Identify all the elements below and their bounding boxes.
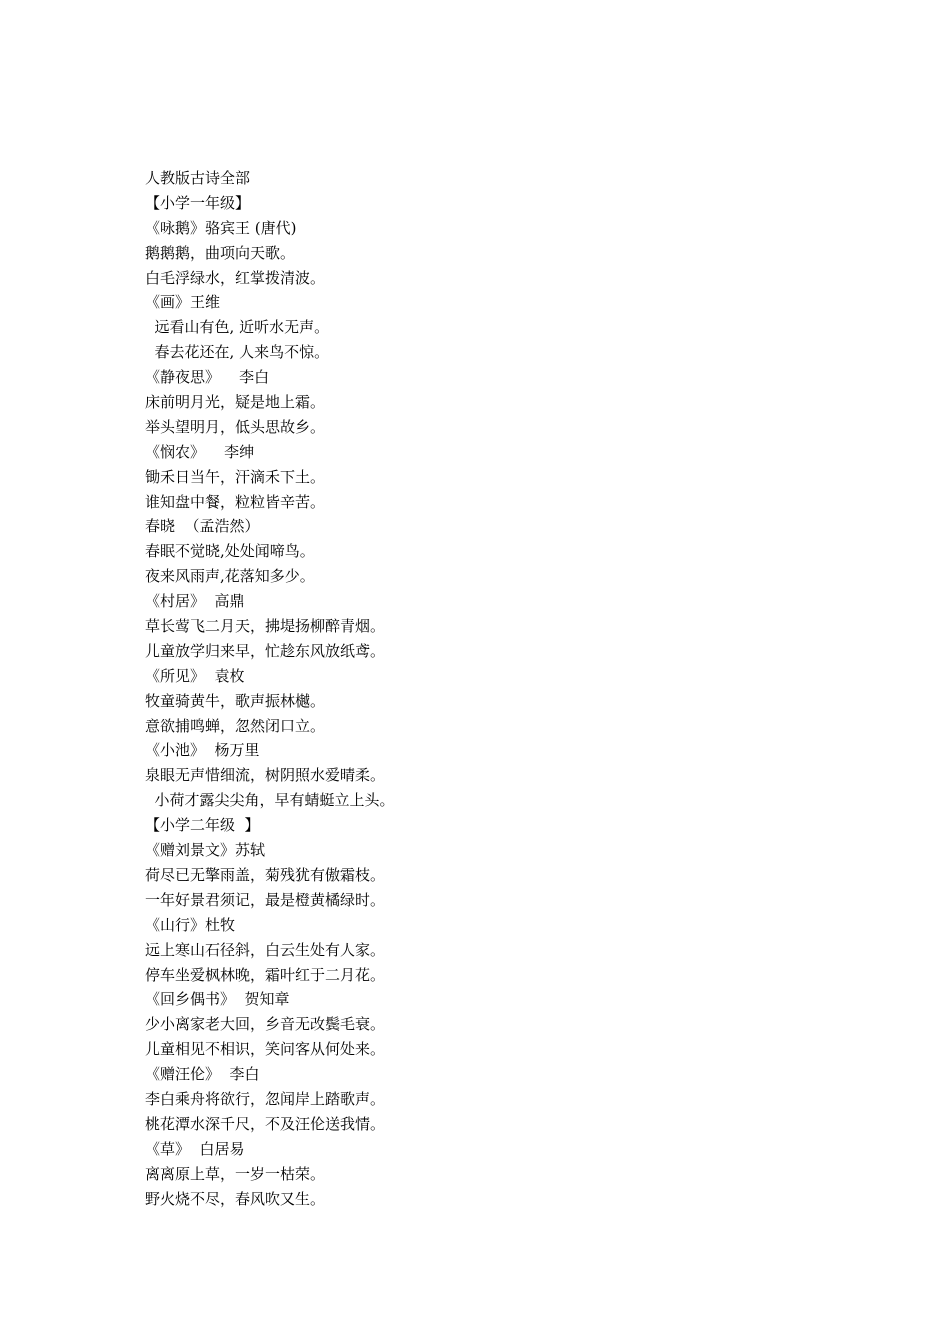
poem-title: 春晓 （孟浩然） <box>145 517 260 536</box>
poem-title: 《画》王维 <box>145 293 221 312</box>
poem-line: 停车坐爱枫林晚，霜叶红于二月花。 <box>145 965 386 984</box>
poem-line: 意欲捕鸣蝉，忽然闭口立。 <box>145 716 326 735</box>
poem-line: 夜来风雨声,花落知多少。 <box>145 567 315 586</box>
poem-line: 白毛浮绿水，红掌拨清波。 <box>145 268 326 287</box>
poem-line: 床前明月光，疑是地上霜。 <box>145 393 326 412</box>
poem-line: 谁知盘中餐，粒粒皆辛苦。 <box>145 492 326 511</box>
doc-title: 人教版古诗全部 <box>145 169 251 187</box>
poem-line: 牧童骑黄牛，歌声振林樾。 <box>145 691 326 710</box>
poem-title: 《赠刘景文》苏轼 <box>145 841 266 860</box>
poem-line: 泉眼无声惜细流，树阴照水爱晴柔。 <box>145 766 386 785</box>
section-heading-grade-1: 【小学一年级】 <box>145 193 251 212</box>
poem-line: 小荷才露尖尖角，早有蜻蜓立上头。 <box>145 791 395 810</box>
poem-line: 远上寒山石径斜，白云生处有人家。 <box>145 940 386 959</box>
poem-title: 《小池》 杨万里 <box>145 741 260 760</box>
poem-line: 春眠不觉晓,处处闻啼鸟。 <box>145 542 315 561</box>
poem-title: 《回乡偶书》 贺知章 <box>145 990 290 1009</box>
poem-line: 远看山有色, 近听水无声。 <box>145 318 330 337</box>
poem-line: 桃花潭水深千尺，不及汪伦送我情。 <box>145 1114 386 1133</box>
poem-line: 儿童放学归来早，忙趁东风放纸鸢。 <box>145 641 386 660</box>
poem-line: 李白乘舟将欲行，忽闻岸上踏歌声。 <box>145 1089 386 1108</box>
poem-line: 一年好景君须记，最是橙黄橘绿时。 <box>145 890 386 909</box>
document-page <box>145 166 845 1211</box>
poem-title: 《草》 白居易 <box>145 1139 245 1158</box>
poem-title: 《咏鹅》骆宾王 (唐代) <box>145 218 297 237</box>
poem-title: 《村居》 高鼎 <box>145 592 245 611</box>
poem-line: 少小离家老大回，乡音无改鬓毛衰。 <box>145 1015 386 1034</box>
poem-line: 举头望明月，低头思故乡。 <box>145 417 326 436</box>
section-heading-grade-2: 【小学二年级 】 <box>145 816 260 835</box>
poem-line: 荷尽已无擎雨盖，菊残犹有傲霜枝。 <box>145 865 386 884</box>
poem-line: 春去花还在, 人来鸟不惊。 <box>145 343 330 362</box>
poem-title: 《所见》 袁枚 <box>145 666 245 685</box>
poem-line: 鹅鹅鹅，曲项向天歌。 <box>145 243 296 262</box>
poem-line: 儿童相见不相识，笑问客从何处来。 <box>145 1040 386 1059</box>
poem-title: 《山行》杜牧 <box>145 915 236 934</box>
poem-line: 锄禾日当午，汗滴禾下土。 <box>145 467 326 486</box>
poem-line: 野火烧不尽，春风吹又生。 <box>145 1189 326 1208</box>
poem-title: 《静夜思》 李白 <box>145 368 270 387</box>
poem-line: 草长莺飞二月天，拂堤扬柳醉青烟。 <box>145 617 386 636</box>
poem-title: 《悯农》 李绅 <box>145 442 255 461</box>
poem-line: 离离原上草，一岁一枯荣。 <box>145 1164 326 1183</box>
poem-title: 《赠汪伦》 李白 <box>145 1065 260 1084</box>
